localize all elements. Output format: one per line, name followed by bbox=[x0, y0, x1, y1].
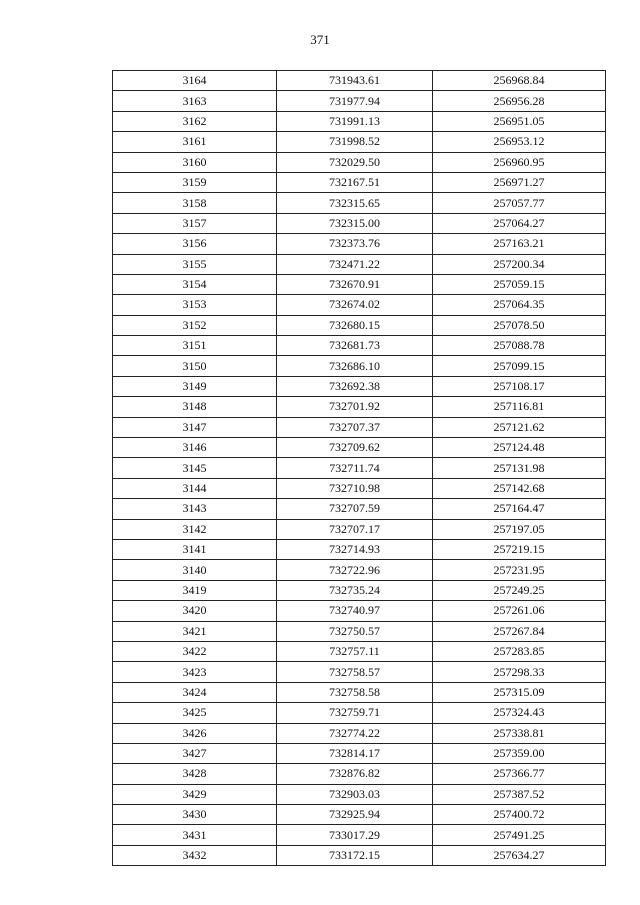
table-row bbox=[113, 132, 606, 152]
point-number-cell: 3143 bbox=[113, 499, 277, 519]
x-coordinate-cell: 731991.13 bbox=[277, 111, 433, 131]
y-coordinate-cell: 257324.43 bbox=[433, 703, 606, 723]
point-number-cell: 3161 bbox=[113, 132, 277, 152]
x-coordinate-cell: 732759.71 bbox=[277, 703, 433, 723]
point-number-cell: 3420 bbox=[113, 601, 277, 621]
y-coordinate-cell: 257387.52 bbox=[433, 784, 606, 804]
x-coordinate-cell: 732903.03 bbox=[277, 784, 433, 804]
x-coordinate-cell: 732686.10 bbox=[277, 356, 433, 376]
x-coordinate-cell: 732471.22 bbox=[277, 254, 433, 274]
point-number-cell: 3148 bbox=[113, 397, 277, 417]
y-coordinate-cell: 257634.27 bbox=[433, 845, 606, 865]
point-number-cell: 3426 bbox=[113, 723, 277, 743]
point-number-cell: 3429 bbox=[113, 784, 277, 804]
x-coordinate-cell: 731977.94 bbox=[277, 91, 433, 111]
y-coordinate-cell: 257142.68 bbox=[433, 478, 606, 498]
x-coordinate-cell: 732757.11 bbox=[277, 641, 433, 661]
point-number-cell: 3144 bbox=[113, 478, 277, 498]
x-coordinate-cell: 733017.29 bbox=[277, 825, 433, 845]
y-coordinate-cell: 257400.72 bbox=[433, 805, 606, 825]
point-number-cell: 3147 bbox=[113, 417, 277, 437]
x-coordinate-cell: 732707.37 bbox=[277, 417, 433, 437]
x-coordinate-cell: 732680.15 bbox=[277, 315, 433, 335]
point-number-cell: 3425 bbox=[113, 703, 277, 723]
coordinates-table-body bbox=[113, 71, 606, 866]
table-row bbox=[113, 376, 606, 396]
point-number-cell: 3158 bbox=[113, 193, 277, 213]
point-number-cell: 3154 bbox=[113, 274, 277, 294]
x-coordinate-cell: 732709.62 bbox=[277, 438, 433, 458]
x-coordinate-cell: 733172.15 bbox=[277, 845, 433, 865]
x-coordinate-cell: 732167.51 bbox=[277, 172, 433, 192]
y-coordinate-cell: 257359.00 bbox=[433, 743, 606, 763]
table-row bbox=[113, 764, 606, 784]
y-coordinate-cell: 257078.50 bbox=[433, 315, 606, 335]
table-row bbox=[113, 152, 606, 172]
y-coordinate-cell: 257283.85 bbox=[433, 641, 606, 661]
x-coordinate-cell: 732373.76 bbox=[277, 234, 433, 254]
y-coordinate-cell: 257197.05 bbox=[433, 519, 606, 539]
x-coordinate-cell: 732774.22 bbox=[277, 723, 433, 743]
point-number-cell: 3153 bbox=[113, 295, 277, 315]
x-coordinate-cell: 732814.17 bbox=[277, 743, 433, 763]
x-coordinate-cell: 732740.97 bbox=[277, 601, 433, 621]
point-number-cell: 3159 bbox=[113, 172, 277, 192]
table-row bbox=[113, 825, 606, 845]
y-coordinate-cell: 256960.95 bbox=[433, 152, 606, 172]
point-number-cell: 3155 bbox=[113, 254, 277, 274]
x-coordinate-cell: 732735.24 bbox=[277, 580, 433, 600]
y-coordinate-cell: 256953.12 bbox=[433, 132, 606, 152]
y-coordinate-cell: 257315.09 bbox=[433, 682, 606, 702]
point-number-cell: 3140 bbox=[113, 560, 277, 580]
y-coordinate-cell: 257131.98 bbox=[433, 458, 606, 478]
x-coordinate-cell: 732670.91 bbox=[277, 274, 433, 294]
table-row bbox=[113, 519, 606, 539]
x-coordinate-cell: 732707.59 bbox=[277, 499, 433, 519]
table-row bbox=[113, 295, 606, 315]
point-number-cell: 3145 bbox=[113, 458, 277, 478]
x-coordinate-cell: 732315.65 bbox=[277, 193, 433, 213]
point-number-cell: 3423 bbox=[113, 662, 277, 682]
x-coordinate-cell: 731998.52 bbox=[277, 132, 433, 152]
point-number-cell: 3149 bbox=[113, 376, 277, 396]
table-row bbox=[113, 397, 606, 417]
table-row bbox=[113, 356, 606, 376]
table-row bbox=[113, 499, 606, 519]
point-number-cell: 3427 bbox=[113, 743, 277, 763]
y-coordinate-cell: 257366.77 bbox=[433, 764, 606, 784]
point-number-cell: 3424 bbox=[113, 682, 277, 702]
table-row bbox=[113, 417, 606, 437]
point-number-cell: 3432 bbox=[113, 845, 277, 865]
table-row bbox=[113, 641, 606, 661]
y-coordinate-cell: 256971.27 bbox=[433, 172, 606, 192]
table-row bbox=[113, 193, 606, 213]
x-coordinate-cell: 732701.92 bbox=[277, 397, 433, 417]
y-coordinate-cell: 257121.62 bbox=[433, 417, 606, 437]
y-coordinate-cell: 256968.84 bbox=[433, 71, 606, 91]
table-row bbox=[113, 213, 606, 233]
x-coordinate-cell: 732758.57 bbox=[277, 662, 433, 682]
y-coordinate-cell: 257059.15 bbox=[433, 274, 606, 294]
y-coordinate-cell: 257249.25 bbox=[433, 580, 606, 600]
table-row bbox=[113, 274, 606, 294]
x-coordinate-cell: 732711.74 bbox=[277, 458, 433, 478]
point-number-cell: 3150 bbox=[113, 356, 277, 376]
table-row bbox=[113, 560, 606, 580]
point-number-cell: 3160 bbox=[113, 152, 277, 172]
x-coordinate-cell: 732692.38 bbox=[277, 376, 433, 396]
point-number-cell: 3421 bbox=[113, 621, 277, 641]
point-number-cell: 3419 bbox=[113, 580, 277, 600]
table-row bbox=[113, 111, 606, 131]
x-coordinate-cell: 732710.98 bbox=[277, 478, 433, 498]
point-number-cell: 3162 bbox=[113, 111, 277, 131]
y-coordinate-cell: 257108.17 bbox=[433, 376, 606, 396]
point-number-cell: 3142 bbox=[113, 519, 277, 539]
table-row bbox=[113, 703, 606, 723]
point-number-cell: 3422 bbox=[113, 641, 277, 661]
page-number: 371 bbox=[310, 32, 330, 47]
table-row bbox=[113, 601, 606, 621]
y-coordinate-cell: 257219.15 bbox=[433, 539, 606, 559]
y-coordinate-cell: 256951.05 bbox=[433, 111, 606, 131]
x-coordinate-cell: 732681.73 bbox=[277, 336, 433, 356]
table-row bbox=[113, 723, 606, 743]
table-row bbox=[113, 580, 606, 600]
table-row bbox=[113, 91, 606, 111]
y-coordinate-cell: 257099.15 bbox=[433, 356, 606, 376]
point-number-cell: 3163 bbox=[113, 91, 277, 111]
y-coordinate-cell: 257116.81 bbox=[433, 397, 606, 417]
y-coordinate-cell: 257200.34 bbox=[433, 254, 606, 274]
table-row bbox=[113, 784, 606, 804]
table-row bbox=[113, 254, 606, 274]
y-coordinate-cell: 257261.06 bbox=[433, 601, 606, 621]
point-number-cell: 3151 bbox=[113, 336, 277, 356]
coordinates-table bbox=[112, 70, 606, 866]
table-row bbox=[113, 662, 606, 682]
y-coordinate-cell: 257124.48 bbox=[433, 438, 606, 458]
x-coordinate-cell: 732707.17 bbox=[277, 519, 433, 539]
table-row bbox=[113, 805, 606, 825]
y-coordinate-cell: 257088.78 bbox=[433, 336, 606, 356]
point-number-cell: 3428 bbox=[113, 764, 277, 784]
x-coordinate-cell: 732750.57 bbox=[277, 621, 433, 641]
table-row bbox=[113, 621, 606, 641]
x-coordinate-cell: 732674.02 bbox=[277, 295, 433, 315]
table-row bbox=[113, 743, 606, 763]
y-coordinate-cell: 257057.77 bbox=[433, 193, 606, 213]
point-number-cell: 3164 bbox=[113, 71, 277, 91]
x-coordinate-cell: 732722.96 bbox=[277, 560, 433, 580]
table-row bbox=[113, 438, 606, 458]
x-coordinate-cell: 732315.00 bbox=[277, 213, 433, 233]
y-coordinate-cell: 257064.35 bbox=[433, 295, 606, 315]
table-row bbox=[113, 478, 606, 498]
point-number-cell: 3152 bbox=[113, 315, 277, 335]
table-row bbox=[113, 845, 606, 865]
x-coordinate-cell: 732876.82 bbox=[277, 764, 433, 784]
point-number-cell: 3141 bbox=[113, 539, 277, 559]
y-coordinate-cell: 257163.21 bbox=[433, 234, 606, 254]
y-coordinate-cell: 257064.27 bbox=[433, 213, 606, 233]
table-row bbox=[113, 172, 606, 192]
y-coordinate-cell: 257267.84 bbox=[433, 621, 606, 641]
point-number-cell: 3431 bbox=[113, 825, 277, 845]
x-coordinate-cell: 732758.58 bbox=[277, 682, 433, 702]
x-coordinate-cell: 732925.94 bbox=[277, 805, 433, 825]
table-row bbox=[113, 315, 606, 335]
point-number-cell: 3146 bbox=[113, 438, 277, 458]
point-number-cell: 3157 bbox=[113, 213, 277, 233]
table-row bbox=[113, 336, 606, 356]
x-coordinate-cell: 732029.50 bbox=[277, 152, 433, 172]
y-coordinate-cell: 257164.47 bbox=[433, 499, 606, 519]
x-coordinate-cell: 732714.93 bbox=[277, 539, 433, 559]
y-coordinate-cell: 257298.33 bbox=[433, 662, 606, 682]
point-number-cell: 3156 bbox=[113, 234, 277, 254]
y-coordinate-cell: 257338.81 bbox=[433, 723, 606, 743]
table-row bbox=[113, 539, 606, 559]
y-coordinate-cell: 257231.95 bbox=[433, 560, 606, 580]
table-row bbox=[113, 458, 606, 478]
x-coordinate-cell: 731943.61 bbox=[277, 71, 433, 91]
point-number-cell: 3430 bbox=[113, 805, 277, 825]
table-row bbox=[113, 71, 606, 91]
table-row bbox=[113, 682, 606, 702]
table-row bbox=[113, 234, 606, 254]
y-coordinate-cell: 256956.28 bbox=[433, 91, 606, 111]
y-coordinate-cell: 257491.25 bbox=[433, 825, 606, 845]
